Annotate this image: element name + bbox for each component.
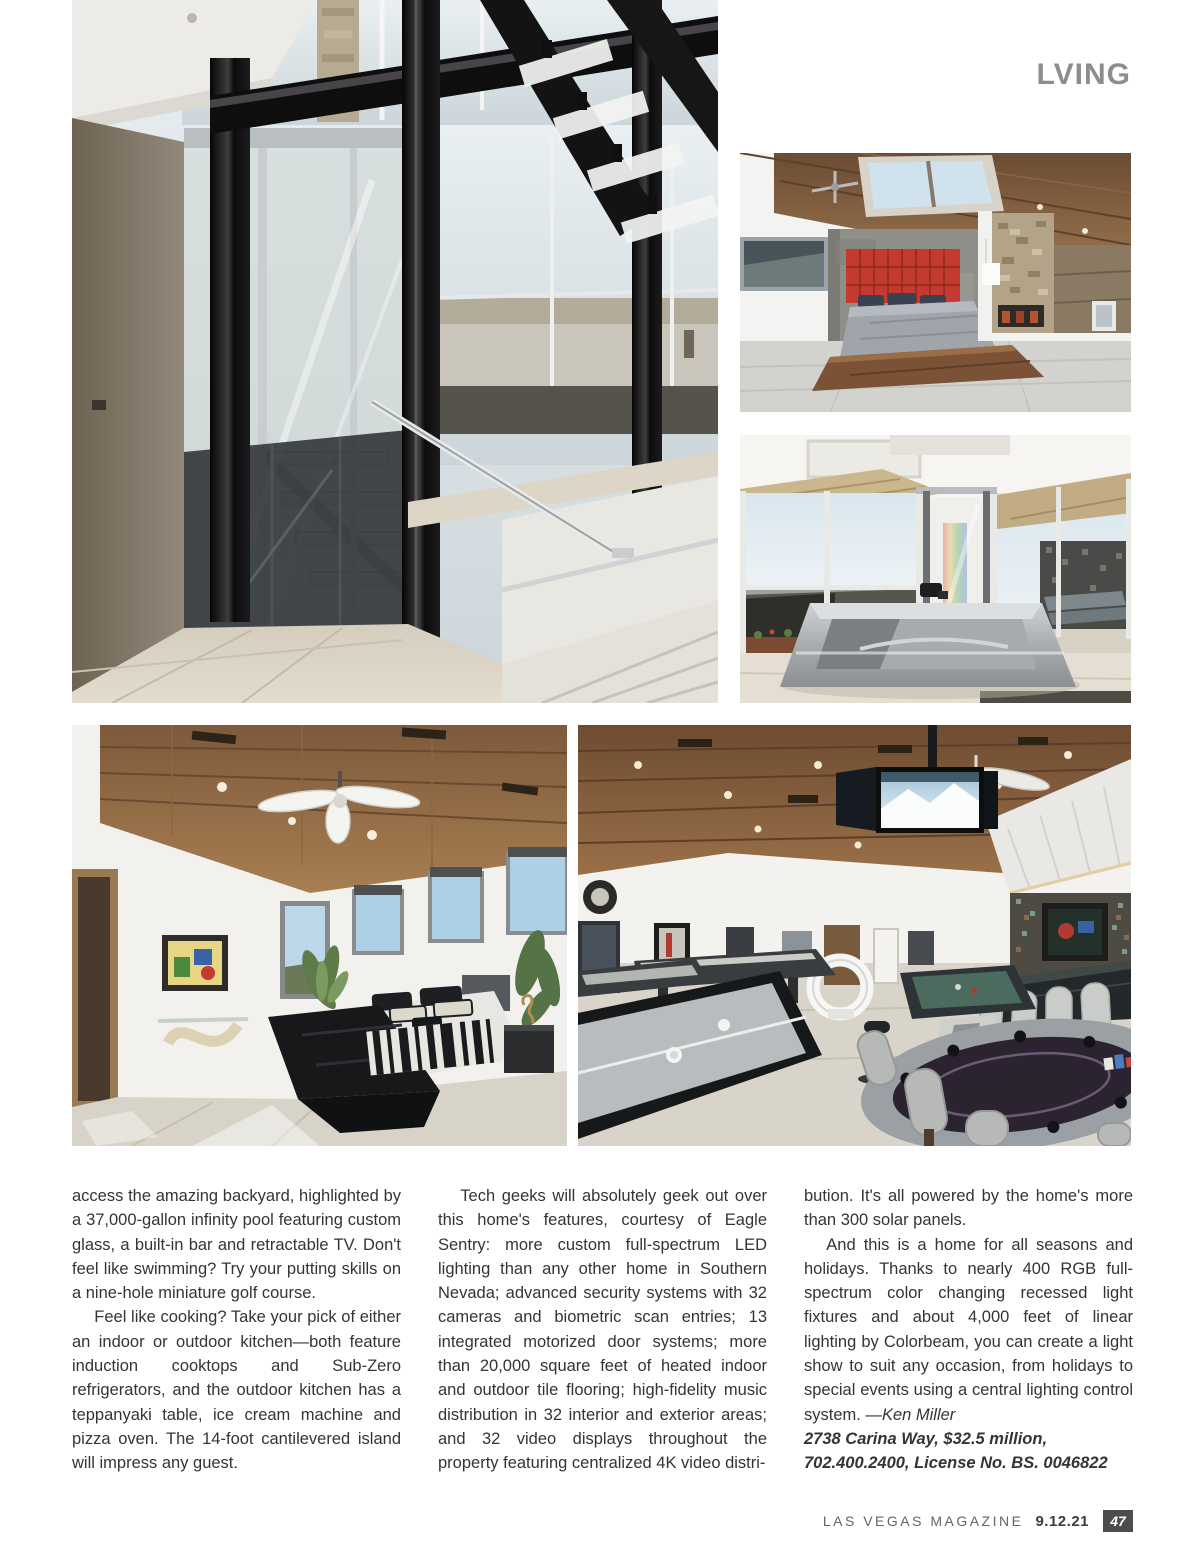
game-room-illustration bbox=[578, 725, 1131, 1146]
guest-bedroom-illustration bbox=[72, 725, 567, 1146]
page-number-box bbox=[1103, 1510, 1133, 1532]
listing-address-price: 2738 Carina Way, $32.5 million, bbox=[804, 1429, 1048, 1448]
photo-master-bedroom bbox=[740, 153, 1131, 412]
listing-phone-license: 702.400.2400, License No. BS. 0046822 bbox=[804, 1454, 1108, 1473]
photo-steel-tub-bathroom bbox=[740, 435, 1131, 703]
paragraph bbox=[804, 1233, 1133, 1427]
paragraph: Feel like cooking? Take your pick of either an indoor or outdoor kitchen—both feature induction cooktops and Sub-Zero refrigerators, and the outdoor kitchen has a teppanyaki table, ice cream machine and pizza oven. The 14-foot cantilevered island will impress any guest. bbox=[72, 1308, 401, 1473]
paragraph: bution. It's all powered by the home's more than 300 solar panels. bbox=[804, 1187, 1133, 1230]
glass-elevator-illustration bbox=[72, 0, 718, 703]
article-column-3 bbox=[804, 1184, 1133, 1476]
master-bedroom-illustration bbox=[740, 153, 1131, 412]
photo-glass-elevator bbox=[72, 0, 718, 703]
paragraph-text: And this is a home for all seasons and holidays. Thanks to nearly 400 RGB full-spectrum color changing recessed light fixtures and about 4,000 feet of linear lighting by Colorbeam, you can create a light show to suit any occasion, from holidays to special events using a central lighting control system. bbox=[804, 1235, 1133, 1424]
issue-date: 9.12.21 bbox=[1035, 1512, 1089, 1530]
paragraph: access the amazing backyard, highlighted by a 37,000-gallon infinity pool featuring custom glass, a built-in bar and retractable TV. Don't feel like swimming? Try your putting skills on a nine-hole miniature golf course. bbox=[72, 1187, 401, 1303]
paragraph: Tech geeks will absolutely geek out over this home's features, courtesy of Eagle Sentry: more custom full-spectrum LED lighting than any other home in Southern Nevada; advanced security systems with 32 cameras and biometric scan entries; 13 integrated motorized door systems; more than 20,000 square feet of heated indoor and outdoor tile flooring; high-fidelity music distribution in 32 interior and exterior areas; and 32 video displays throughout the property featuring centralized 4K video distri- bbox=[438, 1187, 767, 1473]
section-label: LVING bbox=[1036, 58, 1131, 91]
steel-tub-illustration bbox=[740, 435, 1131, 703]
article-column-2 bbox=[438, 1184, 767, 1476]
photo-game-room bbox=[578, 725, 1131, 1146]
page-number: 47 bbox=[1110, 1513, 1126, 1529]
magazine-name: LAS VEGAS MAGAZINE bbox=[822, 1513, 1024, 1529]
author-byline: —Ken Miller bbox=[865, 1405, 956, 1424]
page-footer bbox=[823, 1508, 1133, 1534]
article-column-1 bbox=[72, 1184, 401, 1476]
article-body bbox=[72, 1184, 1133, 1476]
photo-guest-bedroom bbox=[72, 725, 567, 1146]
